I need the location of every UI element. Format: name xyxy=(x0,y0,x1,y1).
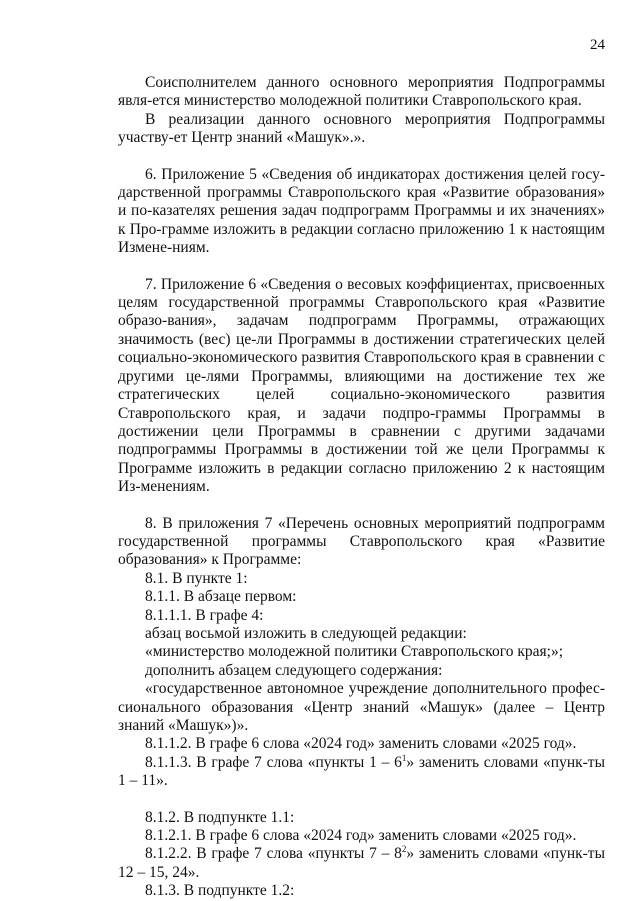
paragraph-8-1-2-2 xyxy=(118,845,605,882)
paragraph-item-6: 6. Приложение 5 «Сведения об индикаторах достижения целей госу-дарственной программы Ставропольского края «Развитие образования» и по-казателях решения задач подпрограмм Программы и их значениях» к Про-грамме изложить в редакции согласно приложению 1 к настоящим Измене-ниям. xyxy=(118,165,605,257)
line-8-1-2-1: 8.1.2.1. В графе 6 слова «2024 год» заменить словами «2025 год». xyxy=(145,827,577,845)
line-8-1-1: 8.1.1. В абзаце первом: xyxy=(145,588,297,606)
text-8-1-2-2-b: » заменить словами «пунк-ты 12 – 15, 24». xyxy=(118,845,605,881)
line-8-1-2: 8.1.2. В подпункте 1.1: xyxy=(145,808,295,826)
paragraph-item-7: 7. Приложение 6 «Сведения о весовых коэффициентах, присвоенных целям государственной программы Ставропольского края «Развитие образо-вания», задачам подпрограмм Программы, отражающих значимость (вес) це-ли Программы в достижении стратегических целей социально-экономического развития Ставропольского края в сравнении с другими це-лями Программы, влияющими на достижение тех же стратегических целей социально-экономического развития Ставропольского края, и задачи подпро-граммы Программы в достижении цели Программы в сравнении с другими задачами подпрограммы Программы в достижении той же цели Программы к Программе изложить в редакции согласно приложению 2 к настоящим Из-менениям. xyxy=(118,275,605,496)
text-8-1-1-3-b: » заменить словами «пунк-ты 1 – 11». xyxy=(118,753,605,790)
text-8-1-2-2-a: 8.1.2.2. В графе 7 слова «пункты 7 – 8 xyxy=(145,845,402,863)
line-8-1: 8.1. В пункте 1: xyxy=(145,569,248,587)
text-8-1-1-3-a: 8.1.1.3. В графе 7 слова «пункты 1 – 6 xyxy=(145,753,402,771)
superscript-1: 1 xyxy=(401,752,407,763)
page-number: 24 xyxy=(590,37,605,53)
line-abzac-vosmoi: абзац восьмой изложить в следующей редакции: xyxy=(145,624,467,642)
line-8-1-1-1: 8.1.1.1. В графе 4: xyxy=(145,606,264,624)
paragraph-item-8: 8. В приложения 7 «Перечень основных мероприятий подпрограмм государственной программы Ставропольского края «Развитие образования» к Программе: xyxy=(118,514,605,569)
paragraph-coexecutor: Соисполнителем данного основного мероприятия Подпрограммы явля-ется министерство молодежной политики Ставропольского края. xyxy=(118,74,605,110)
line-8-1-1-2: 8.1.1.2. В графе 6 слова «2024 год» заменить словами «2025 год». xyxy=(145,735,577,753)
line-8-1-3: 8.1.3. В подпункте 1.2: xyxy=(145,882,295,900)
paragraph-8-1-1-3 xyxy=(118,754,605,791)
paragraph-participant: В реализации данного основного мероприятия Подпрограммы участву-ет Центр знаний «Машук».». xyxy=(118,110,605,147)
paragraph-gau: «государственное автономное учреждение дополнительного профес-сионального образования «Центр знаний «Машук» (далее – Центр знаний «Машук»)». xyxy=(118,680,605,734)
line-dopolnit: дополнить абзацем следующего содержания: xyxy=(145,661,443,679)
document-body xyxy=(118,74,605,901)
line-ministerstvo: «министерство молодежной политики Ставропольского края;»; xyxy=(145,643,564,661)
superscript-2: 2 xyxy=(401,844,407,855)
